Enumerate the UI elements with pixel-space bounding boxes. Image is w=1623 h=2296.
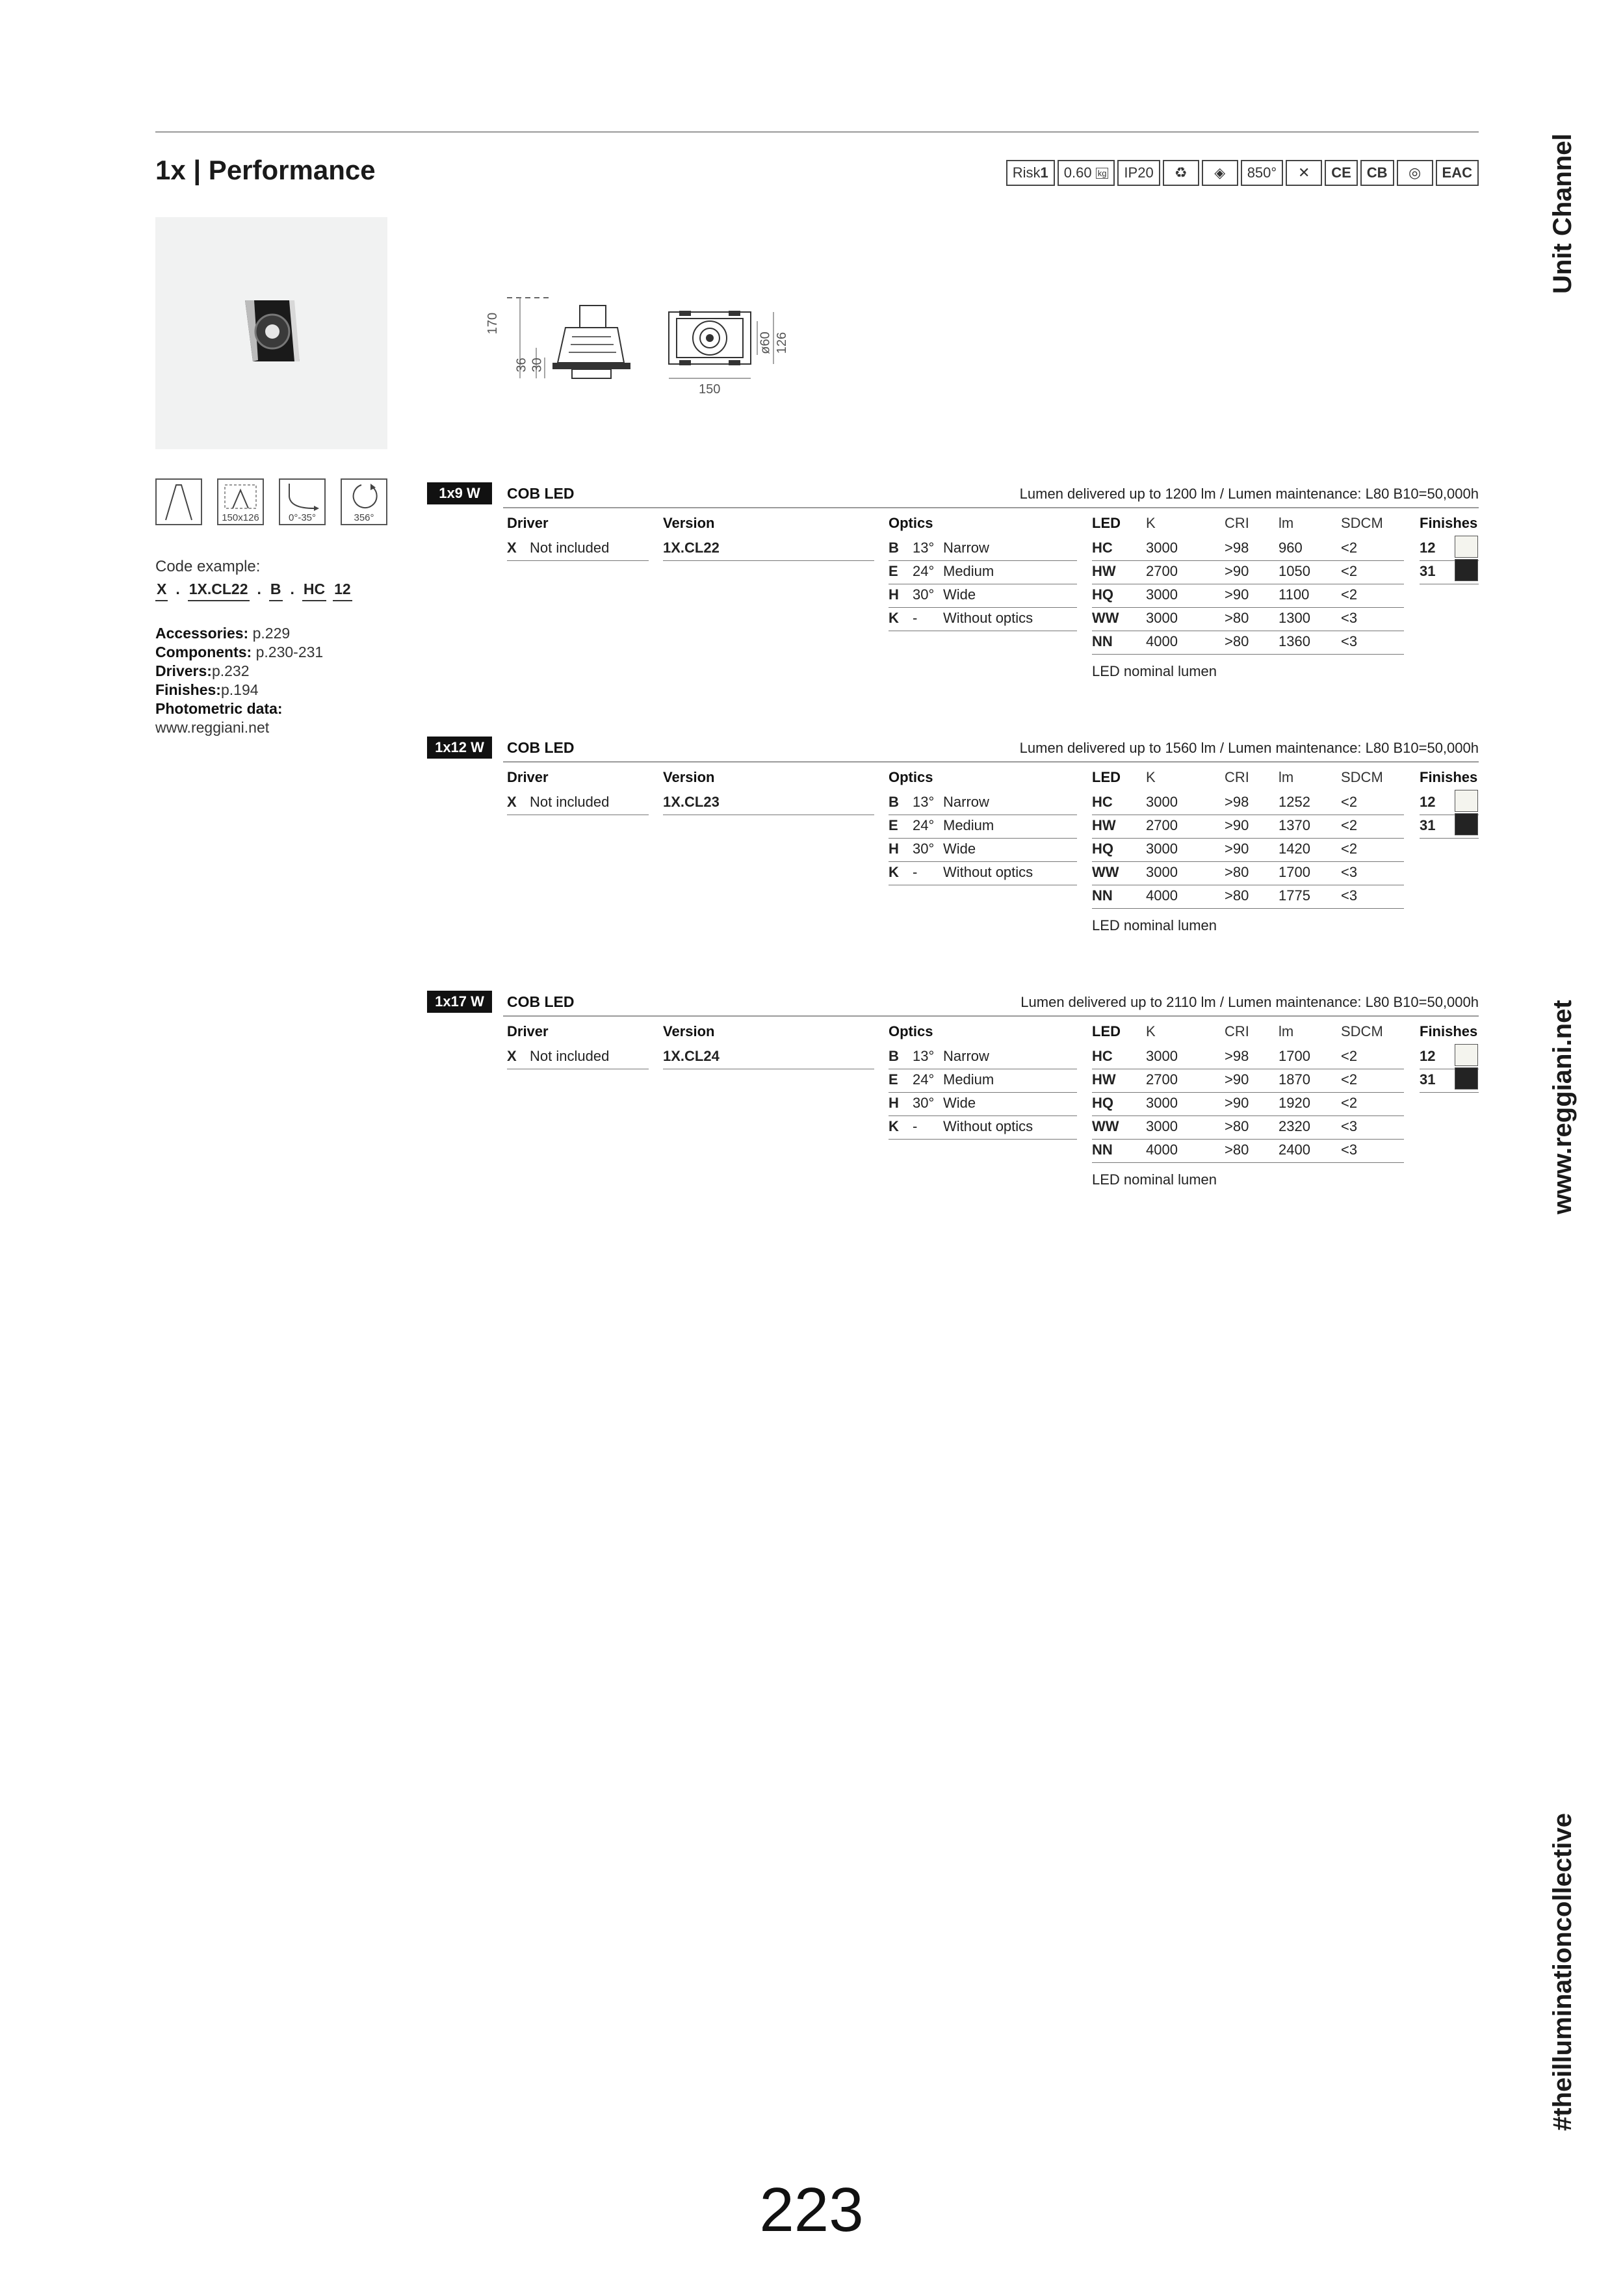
lumen-note: Lumen delivered up to 2110 lm / Lumen maintenance: L80 B10=50,000h [1020, 994, 1479, 1010]
led-code[interactable]: HW [1092, 563, 1116, 579]
rotation-caption: 356° [354, 512, 374, 523]
optics-angle: 30° [913, 1095, 935, 1111]
led-k: 4000 [1146, 887, 1178, 904]
power-badge: 1x9 W [427, 482, 492, 504]
optics-code[interactable]: K [889, 864, 899, 880]
optics-rule [889, 1115, 1077, 1116]
ref-components[interactable] [155, 643, 323, 662]
optics-rule [889, 861, 1077, 862]
led-k: 3000 [1146, 794, 1178, 810]
driver-rule [507, 560, 649, 561]
ref-finishes[interactable] [155, 681, 323, 699]
header-lm: lm [1279, 1023, 1294, 1039]
led-rule [1092, 654, 1404, 655]
lumen-note: Lumen delivered up to 1560 lm / Lumen maintenance: L80 B10=50,000h [1019, 740, 1479, 756]
led-lm: 1700 [1279, 864, 1310, 880]
dim-height-b: 30 [530, 358, 545, 372]
optics-label: Without optics [943, 610, 1033, 626]
optics-code[interactable]: K [889, 610, 899, 626]
header-cri: CRI [1225, 515, 1249, 531]
ref-drivers[interactable] [155, 662, 323, 681]
led-code[interactable]: HC [1092, 1048, 1113, 1064]
led-rule [1092, 607, 1404, 608]
led-sdcm: <2 [1341, 1048, 1358, 1064]
no-cover-icon: ✕ [1286, 160, 1322, 186]
led-sdcm: <2 [1341, 586, 1358, 603]
led-cri: >98 [1225, 1048, 1249, 1064]
header-driver: Driver [507, 1023, 549, 1039]
led-cri: >80 [1225, 633, 1249, 649]
optics-code[interactable]: H [889, 1095, 899, 1111]
optics-rule [889, 1139, 1077, 1140]
side-label-website[interactable]: www.reggiani.net [1548, 1000, 1577, 1214]
risk-badge [1006, 160, 1055, 186]
ref-value: p.229 [248, 625, 291, 642]
led-rule [1092, 1139, 1404, 1140]
header-lm: lm [1279, 769, 1294, 785]
tilt-caption: 0°-35° [288, 512, 317, 523]
recycle-icon: ♻ [1163, 160, 1199, 186]
version-code[interactable]: 1X.CL23 [663, 794, 720, 810]
header-k: K [1146, 1023, 1156, 1039]
led-sdcm: <2 [1341, 841, 1358, 857]
top-rule [155, 131, 1479, 133]
header-finishes: Finishes [1420, 769, 1478, 785]
led-code[interactable]: HC [1092, 540, 1113, 556]
finish-swatch[interactable] [1455, 1067, 1478, 1089]
led-cri: >90 [1225, 563, 1249, 579]
led-code[interactable]: HW [1092, 1071, 1116, 1088]
code-part-optics: B [269, 581, 283, 601]
optics-code[interactable]: B [889, 540, 899, 556]
optics-code[interactable]: E [889, 1071, 898, 1088]
product-image-icon [155, 217, 387, 449]
header-finishes: Finishes [1420, 1023, 1478, 1039]
ref-accessories[interactable] [155, 624, 323, 643]
page-number: 223 [759, 2175, 864, 2245]
led-lm: 1870 [1279, 1071, 1310, 1088]
led-k: 3000 [1146, 610, 1178, 626]
finish-code[interactable]: 12 [1420, 794, 1436, 810]
finish-swatch[interactable] [1455, 790, 1478, 812]
optics-rule [889, 1092, 1077, 1093]
beam-icon [155, 478, 202, 525]
optics-label: Wide [943, 586, 976, 603]
code-part-finish: 12 [333, 581, 352, 601]
optics-label: Narrow [943, 540, 989, 556]
cutout-caption: 150x126 [222, 512, 259, 523]
led-k: 3000 [1146, 586, 1178, 603]
header-optics: Optics [889, 515, 933, 531]
optics-code[interactable]: K [889, 1118, 899, 1134]
led-lm: 1920 [1279, 1095, 1310, 1111]
led-code[interactable]: HQ [1092, 1095, 1113, 1111]
led-sdcm: <3 [1341, 864, 1358, 880]
optics-code[interactable]: H [889, 841, 899, 857]
led-k: 4000 [1146, 633, 1178, 649]
led-lm: 1100 [1279, 586, 1310, 603]
finish-swatch[interactable] [1455, 1044, 1478, 1066]
header-led: LED [1092, 1023, 1121, 1039]
page-title: 1x | Performance [155, 155, 376, 185]
ref-value: p.232 [211, 662, 250, 679]
led-code[interactable]: NN [1092, 887, 1113, 904]
led-code[interactable]: WW [1092, 864, 1119, 880]
section-rule [503, 1015, 1479, 1017]
optics-rule [889, 838, 1077, 839]
header-version: Version [663, 769, 715, 785]
optics-rule [889, 560, 1077, 561]
led-code[interactable]: HQ [1092, 841, 1113, 857]
finish-code[interactable]: 12 [1420, 540, 1436, 556]
led-lm: 1252 [1279, 794, 1310, 810]
led-cri: >80 [1225, 864, 1249, 880]
led-lm: 2320 [1279, 1118, 1310, 1134]
led-cri: >98 [1225, 540, 1249, 556]
section-type: COB LED [507, 739, 575, 756]
optics-code[interactable]: B [889, 794, 899, 810]
led-code[interactable]: NN [1092, 1141, 1113, 1158]
cb-mark: CB [1360, 160, 1394, 186]
led-nominal-note: LED nominal lumen [1092, 663, 1217, 679]
led-cri: >90 [1225, 817, 1249, 833]
header-k: K [1146, 515, 1156, 531]
led-sdcm: <2 [1341, 563, 1358, 579]
led-k: 3000 [1146, 841, 1178, 857]
dim-width: 150 [699, 382, 721, 397]
led-k: 2700 [1146, 1071, 1178, 1088]
led-rule [1092, 908, 1404, 909]
ref-label: Drivers: [155, 662, 212, 679]
led-k: 2700 [1146, 817, 1178, 833]
led-cri: >98 [1225, 794, 1249, 810]
led-cri: >80 [1225, 887, 1249, 904]
finish-swatch[interactable] [1455, 559, 1478, 581]
led-code[interactable]: WW [1092, 1118, 1119, 1134]
header-driver: Driver [507, 515, 549, 531]
optics-code[interactable]: E [889, 817, 898, 833]
led-nominal-note: LED nominal lumen [1092, 917, 1217, 933]
side-view-drawing [481, 286, 643, 390]
driver-code[interactable]: X [507, 1048, 517, 1064]
optics-label: Medium [943, 817, 994, 833]
cutout-icon [217, 478, 264, 525]
header-cri: CRI [1225, 769, 1249, 785]
driver-label[interactable]: Not included [530, 540, 610, 556]
header-cri: CRI [1225, 1023, 1249, 1039]
optics-rule [889, 607, 1077, 608]
code-example: X . 1X.CL22 . B . HC 12 [155, 581, 352, 601]
led-sdcm: <2 [1341, 540, 1358, 556]
led-k: 2700 [1146, 563, 1178, 579]
ref-value: p.230-231 [252, 644, 324, 660]
led-code[interactable]: NN [1092, 633, 1113, 649]
section-type: COB LED [507, 993, 575, 1010]
ref-label: Accessories: [155, 625, 249, 642]
led-cri: >80 [1225, 1141, 1249, 1158]
optics-angle: 13° [913, 540, 935, 556]
led-k: 3000 [1146, 1118, 1178, 1134]
optics-angle: - [913, 1118, 918, 1134]
section-type: COB LED [507, 485, 575, 502]
optics-code[interactable]: B [889, 1048, 899, 1064]
led-rule [1092, 1162, 1404, 1163]
dim-height-a: 36 [514, 358, 529, 372]
driver-label[interactable]: Not included [530, 794, 610, 810]
header-sdcm: SDCM [1341, 1023, 1383, 1039]
dim-total-height: 170 [486, 312, 500, 335]
optics-label: Without optics [943, 864, 1033, 880]
power-badge: 1x12 W [427, 737, 492, 759]
header-driver: Driver [507, 769, 549, 785]
certification-row [1006, 160, 1479, 186]
insulation-class-icon: ◈ [1202, 160, 1238, 186]
led-cri: >90 [1225, 1071, 1249, 1088]
code-example-label: Code example: [155, 558, 261, 575]
top-view-drawing [666, 306, 809, 403]
led-rule [1092, 838, 1404, 839]
optics-label: Narrow [943, 794, 989, 810]
ref-label: Finishes: [155, 681, 221, 698]
led-lm: 1775 [1279, 887, 1310, 904]
code-part-version: 1X.CL22 [188, 581, 250, 601]
led-sdcm: <3 [1341, 610, 1358, 626]
finish-code[interactable]: 12 [1420, 1048, 1436, 1064]
header-k: K [1146, 769, 1156, 785]
led-k: 3000 [1146, 1048, 1178, 1064]
header-optics: Optics [889, 769, 933, 785]
version-rule [663, 560, 874, 561]
led-cri: >90 [1225, 1095, 1249, 1111]
optics-label: Without optics [943, 1118, 1033, 1134]
finish-code[interactable]: 31 [1420, 563, 1436, 579]
led-sdcm: <3 [1341, 1141, 1358, 1158]
tilt-icon [279, 478, 326, 525]
ref-value: www.reggiani.net [155, 719, 270, 736]
header-lm: lm [1279, 515, 1294, 531]
glow-wire-badge: 850° [1241, 160, 1284, 186]
header-version: Version [663, 1023, 715, 1039]
optics-angle: 24° [913, 817, 935, 833]
led-sdcm: <3 [1341, 633, 1358, 649]
product-photo [155, 217, 387, 449]
section-rule [503, 507, 1479, 508]
optics-code[interactable]: H [889, 586, 899, 603]
rotation-icon [341, 478, 387, 525]
section-rule [503, 761, 1479, 763]
led-rule [1092, 1115, 1404, 1116]
led-sdcm: <3 [1341, 887, 1358, 904]
led-sdcm: <2 [1341, 1071, 1358, 1088]
ref-label: Components: [155, 644, 252, 660]
led-cri: >80 [1225, 1118, 1249, 1134]
optics-angle: 24° [913, 1071, 935, 1088]
code-part-led: HC [302, 581, 326, 601]
optics-label: Medium [943, 1071, 994, 1088]
weight-badge [1058, 160, 1115, 186]
ccc-mark-icon: ◎ [1397, 160, 1433, 186]
optics-angle: - [913, 610, 918, 626]
driver-code[interactable]: X [507, 540, 517, 556]
references [155, 624, 323, 737]
ref-value: p.194 [220, 681, 259, 698]
header-version: Version [663, 515, 715, 531]
optics-angle: 24° [913, 563, 935, 579]
led-lm: 1370 [1279, 817, 1310, 833]
led-code[interactable]: WW [1092, 610, 1119, 626]
led-lm: 1420 [1279, 841, 1310, 857]
led-sdcm: <2 [1341, 1095, 1358, 1111]
finish-swatch[interactable] [1455, 536, 1478, 558]
led-rule [1092, 560, 1404, 561]
side-label-category: Unit Channel [1548, 133, 1577, 294]
led-lm: 1300 [1279, 610, 1310, 626]
optics-label: Wide [943, 1095, 976, 1111]
risk-value: 1 [1040, 164, 1048, 181]
driver-code[interactable]: X [507, 794, 517, 810]
led-k: 3000 [1146, 1095, 1178, 1111]
led-lm: 1360 [1279, 633, 1310, 649]
ref-photometric [155, 699, 323, 718]
version-code[interactable]: 1X.CL24 [663, 1048, 720, 1064]
led-rule [1092, 861, 1404, 862]
finish-rule [1420, 838, 1479, 839]
led-sdcm: <2 [1341, 794, 1358, 810]
led-nominal-note: LED nominal lumen [1092, 1171, 1217, 1188]
power-badge: 1x17 W [427, 991, 492, 1013]
dim-depth: 126 [775, 332, 790, 354]
led-sdcm: <2 [1341, 817, 1358, 833]
led-lm: 1050 [1279, 563, 1310, 579]
led-code[interactable]: HQ [1092, 586, 1113, 603]
led-k: 4000 [1146, 1141, 1178, 1158]
kg-icon: kg [1096, 168, 1109, 179]
led-code[interactable]: HW [1092, 817, 1116, 833]
header-optics: Optics [889, 1023, 933, 1039]
lumen-note: Lumen delivered up to 1200 lm / Lumen maintenance: L80 B10=50,000h [1019, 486, 1479, 502]
led-cri: >90 [1225, 586, 1249, 603]
weight-value: 0.60 [1063, 164, 1092, 181]
ce-mark: CE [1325, 160, 1358, 186]
optics-label: Wide [943, 841, 976, 857]
optics-angle: 30° [913, 586, 935, 603]
optics-angle: - [913, 864, 918, 880]
header-sdcm: SDCM [1341, 515, 1383, 531]
ip-badge: IP20 [1117, 160, 1160, 186]
optics-code[interactable]: E [889, 563, 898, 579]
led-cri: >80 [1225, 610, 1249, 626]
header-led: LED [1092, 515, 1121, 531]
finish-rule [1420, 1092, 1479, 1093]
code-part-driver: X [155, 581, 168, 601]
led-code[interactable]: HC [1092, 794, 1113, 810]
led-lm: 1700 [1279, 1048, 1310, 1064]
led-k: 3000 [1146, 864, 1178, 880]
optics-angle: 13° [913, 794, 935, 810]
finish-code[interactable]: 31 [1420, 1071, 1436, 1088]
led-rule [1092, 1092, 1404, 1093]
ref-label: Photometric data: [155, 700, 283, 717]
finish-swatch[interactable] [1455, 813, 1478, 835]
eac-mark: EAC [1436, 160, 1479, 186]
driver-label[interactable]: Not included [530, 1048, 610, 1064]
optics-label: Narrow [943, 1048, 989, 1064]
led-lm: 2400 [1279, 1141, 1310, 1158]
optics-angle: 13° [913, 1048, 935, 1064]
header-sdcm: SDCM [1341, 769, 1383, 785]
optics-angle: 30° [913, 841, 935, 857]
ref-website[interactable] [155, 718, 323, 737]
optics-label: Medium [943, 563, 994, 579]
dim-diameter: ø60 [758, 332, 773, 354]
led-k: 3000 [1146, 540, 1178, 556]
risk-label: Risk [1012, 164, 1041, 181]
finish-code[interactable]: 31 [1420, 817, 1436, 833]
version-code[interactable]: 1X.CL22 [663, 540, 720, 556]
side-label-hashtag: #theilluminationcollective [1548, 1812, 1577, 2131]
led-sdcm: <3 [1341, 1118, 1358, 1134]
header-led: LED [1092, 769, 1121, 785]
header-finishes: Finishes [1420, 515, 1478, 531]
led-lm: 960 [1279, 540, 1303, 556]
led-cri: >90 [1225, 841, 1249, 857]
